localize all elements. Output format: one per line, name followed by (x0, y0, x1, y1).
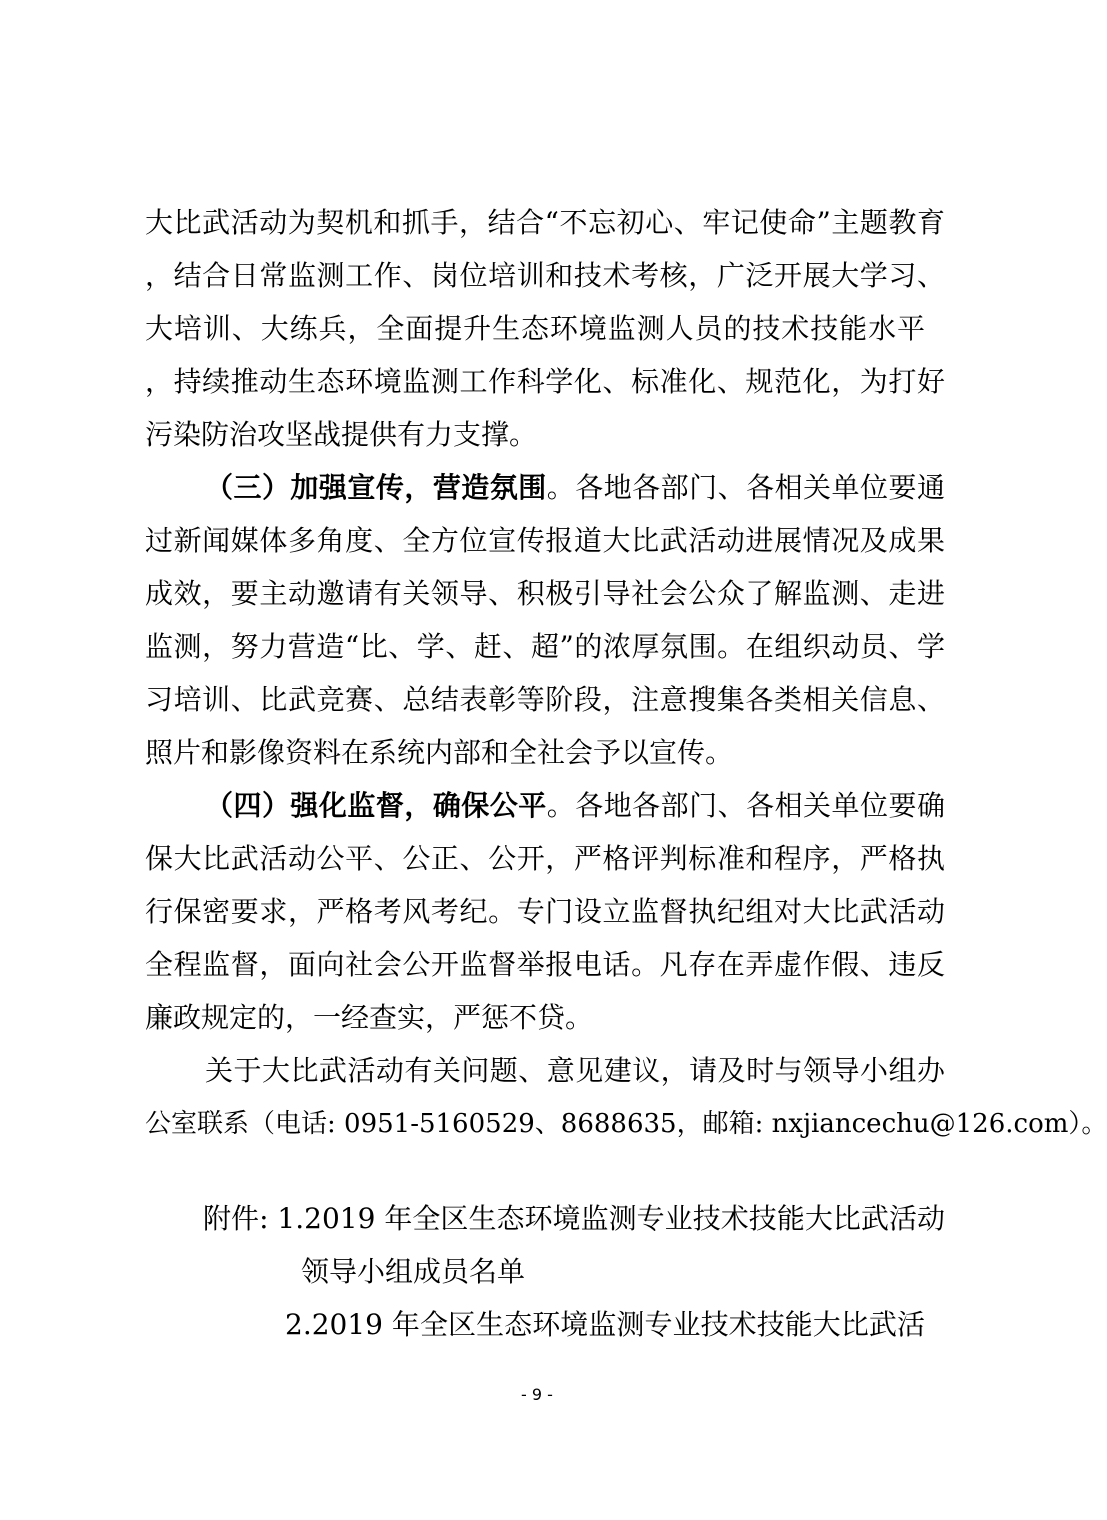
contact-line: 公室联系（电话: 0951-5160529、8688635，邮箱: nxjiancechu@126.com）。 (145, 1109, 1107, 1139)
body-text-line: 保大比武活动公平、公正、公开，严格评判标准和程序，严格执 (145, 842, 945, 875)
body-text-line: ，结合日常监测工作、岗位培训和技术考核，广泛开展大学习、 (145, 259, 945, 292)
attachment-item-2: 2.2019 年全区生态环境监测专业技术技能大比武活 (285, 1308, 925, 1341)
body-text-line: 行保密要求，严格考风考纪。专门设立监督执纪组对大比武活动 (145, 895, 945, 928)
body-text-line: 污染防治攻坚战提供有力支撑。 (145, 418, 538, 451)
attachment-item-1-continued: 领导小组成员名单 (301, 1255, 526, 1288)
body-text-line: 廉政规定的，一经查实，严惩不贷。 (145, 1001, 594, 1034)
body-text-line: 过新闻媒体多角度、全方位宣传报道大比武活动进展情况及成果 (145, 524, 945, 557)
section-3-text: 。各地各部门、各相关单位要通 (546, 471, 945, 504)
body-text-line: 监测，努力营造“比、学、赶、超”的浓厚氛围。在组织动员、学 (145, 630, 945, 663)
body-text-line: 全程监督，面向社会公开监督举报电话。凡存在弄虚作假、违反 (145, 948, 945, 981)
body-text-line: 大比武活动为契机和抓手，结合“不忘初心、牢记使命”主题教育 (145, 206, 945, 239)
section-4-first-line (205, 786, 945, 826)
body-text-line: ，持续推动生态环境监测工作科学化、标准化、规范化，为打好 (145, 365, 945, 398)
section-4-text: 。各地各部门、各相关单位要确 (546, 789, 945, 822)
body-text-line: 习培训、比武竞赛、总结表彰等阶段，注意搜集各类相关信息、 (145, 683, 945, 716)
section-3-first-line (205, 468, 945, 508)
section-4-heading: （四）强化监督，确保公平 (205, 789, 547, 822)
body-text-line: 成效，要主动邀请有关领导、积极引导社会公众了解监测、走进 (145, 577, 945, 610)
section-3-heading: （三）加强宣传，营造氛围 (205, 471, 547, 504)
attachment-item-1: 附件: 1.2019 年全区生态环境监测专业技术技能大比武活动 (203, 1202, 945, 1235)
contact-line: 关于大比武活动有关问题、意见建议，请及时与领导小组办 (205, 1054, 945, 1087)
page-number: - 9 - (521, 1385, 553, 1404)
body-text-line: 照片和影像资料在系统内部和全社会予以宣传。 (145, 736, 734, 769)
body-text-line: 大培训、大练兵，全面提升生态环境监测人员的技术技能水平 (145, 312, 925, 345)
